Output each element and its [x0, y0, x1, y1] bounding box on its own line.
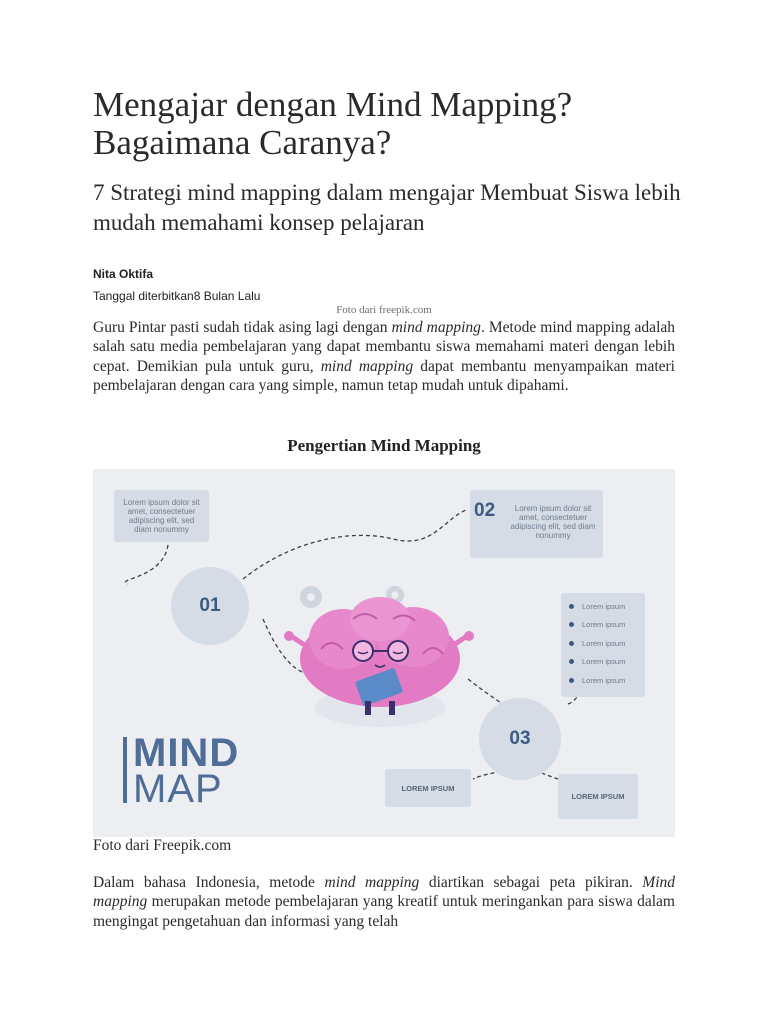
- list-item-label: Lorem ipsum: [582, 601, 626, 611]
- def-text-c: diartikan sebagai peta pikiran.: [419, 874, 643, 891]
- list-item: [569, 616, 625, 635]
- lorem-box-left: [385, 769, 471, 807]
- figure-caption: Foto dari Freepik.com: [93, 837, 232, 854]
- list-item-label: Lorem ipsum: [582, 657, 626, 667]
- author-name[interactable]: Nita Oktifa: [93, 267, 154, 281]
- photo-credit-top: Foto dari freepik.com: [336, 304, 432, 316]
- bullet-icon: [569, 659, 574, 664]
- bullet-icon: [569, 604, 574, 609]
- article-subtitle: 7 Strategi mind mapping dalam mengajar Membuat Siswa lebih mudah memahami konsep pelajaran: [93, 180, 681, 235]
- intro-paragraph: [93, 318, 675, 395]
- text-box-top-left: [114, 490, 209, 542]
- number-02-label: 02: [474, 500, 496, 521]
- lorem-box-left-label: LOREM IPSUM: [401, 783, 455, 793]
- def-text-a: Dalam bahasa Indonesia, metode: [93, 874, 325, 891]
- def-term-2: Mind mapping: [93, 874, 675, 911]
- list-item: [569, 634, 625, 653]
- lorem-box-right-label: LOREM IPSUM: [571, 792, 625, 801]
- map-word: MAP: [133, 767, 223, 811]
- bullet-list: [569, 597, 625, 690]
- circle-01: [171, 567, 249, 645]
- brain-icon: [284, 597, 474, 715]
- list-item-label: Lorem ipsum: [582, 620, 626, 630]
- circle-01-label: 01: [199, 595, 221, 616]
- list-item: [569, 597, 625, 616]
- lorem-box-right: [558, 774, 638, 819]
- intro-term-1: mind mapping: [391, 319, 481, 336]
- list-item-label: Lorem ipsum: [582, 675, 626, 685]
- bullet-icon: [569, 641, 574, 646]
- mind-word: MIND: [133, 731, 240, 775]
- circle-03-label: 03: [509, 728, 531, 749]
- text-box-top-left-text: Lorem ipsum dolor sit amet, consectetuer adipiscing elit, sed diam nonummy: [123, 498, 200, 534]
- list-item: [569, 653, 625, 672]
- mind-map-bar: [123, 737, 127, 803]
- def-text-e: merupakan metode pembelajaran yang kreatif untuk meringankan para siswa dalam mengingat pengetahuan dan informasi yang telah: [93, 893, 675, 930]
- definition-paragraph: [93, 873, 675, 931]
- mind-map-illustration: [93, 469, 675, 837]
- intro-text-e: dapat membantu menyampaikan materi pembelajaran dengan cara yang simple, namun tetap mudah untuk dipahami.: [93, 357, 675, 394]
- circle-03: [479, 698, 561, 780]
- intro-text-a: Guru Pintar pasti sudah tidak asing lagi dengan: [93, 319, 392, 336]
- intro-term-2: mind mapping: [320, 357, 414, 375]
- list-item: [569, 671, 625, 690]
- publish-date: Tanggal diterbitkan8 Bulan Lalu: [93, 289, 261, 303]
- text-box-02: [470, 490, 603, 558]
- def-term-1: mind mapping: [324, 874, 420, 891]
- article-title: Mengajar dengan Mind Mapping? Bagaimana Caranya?: [93, 85, 573, 162]
- bullet-icon: [569, 622, 574, 627]
- list-item-label: Lorem ipsum: [582, 638, 626, 648]
- intro-text-c: . Metode mind mapping adalah salah satu media pembelajaran yang dapat membantu siswa memahami materi dengan lebih cepat. Demikian pula untuk guru,: [93, 319, 675, 375]
- bullet-icon: [569, 678, 574, 683]
- section-heading: Pengertian Mind Mapping: [287, 436, 481, 455]
- text-box-02-text: Lorem ipsum dolor sit amet, consectetuer adipiscing elit, sed diam nonummy: [510, 504, 596, 540]
- bullet-list-box: [561, 593, 645, 697]
